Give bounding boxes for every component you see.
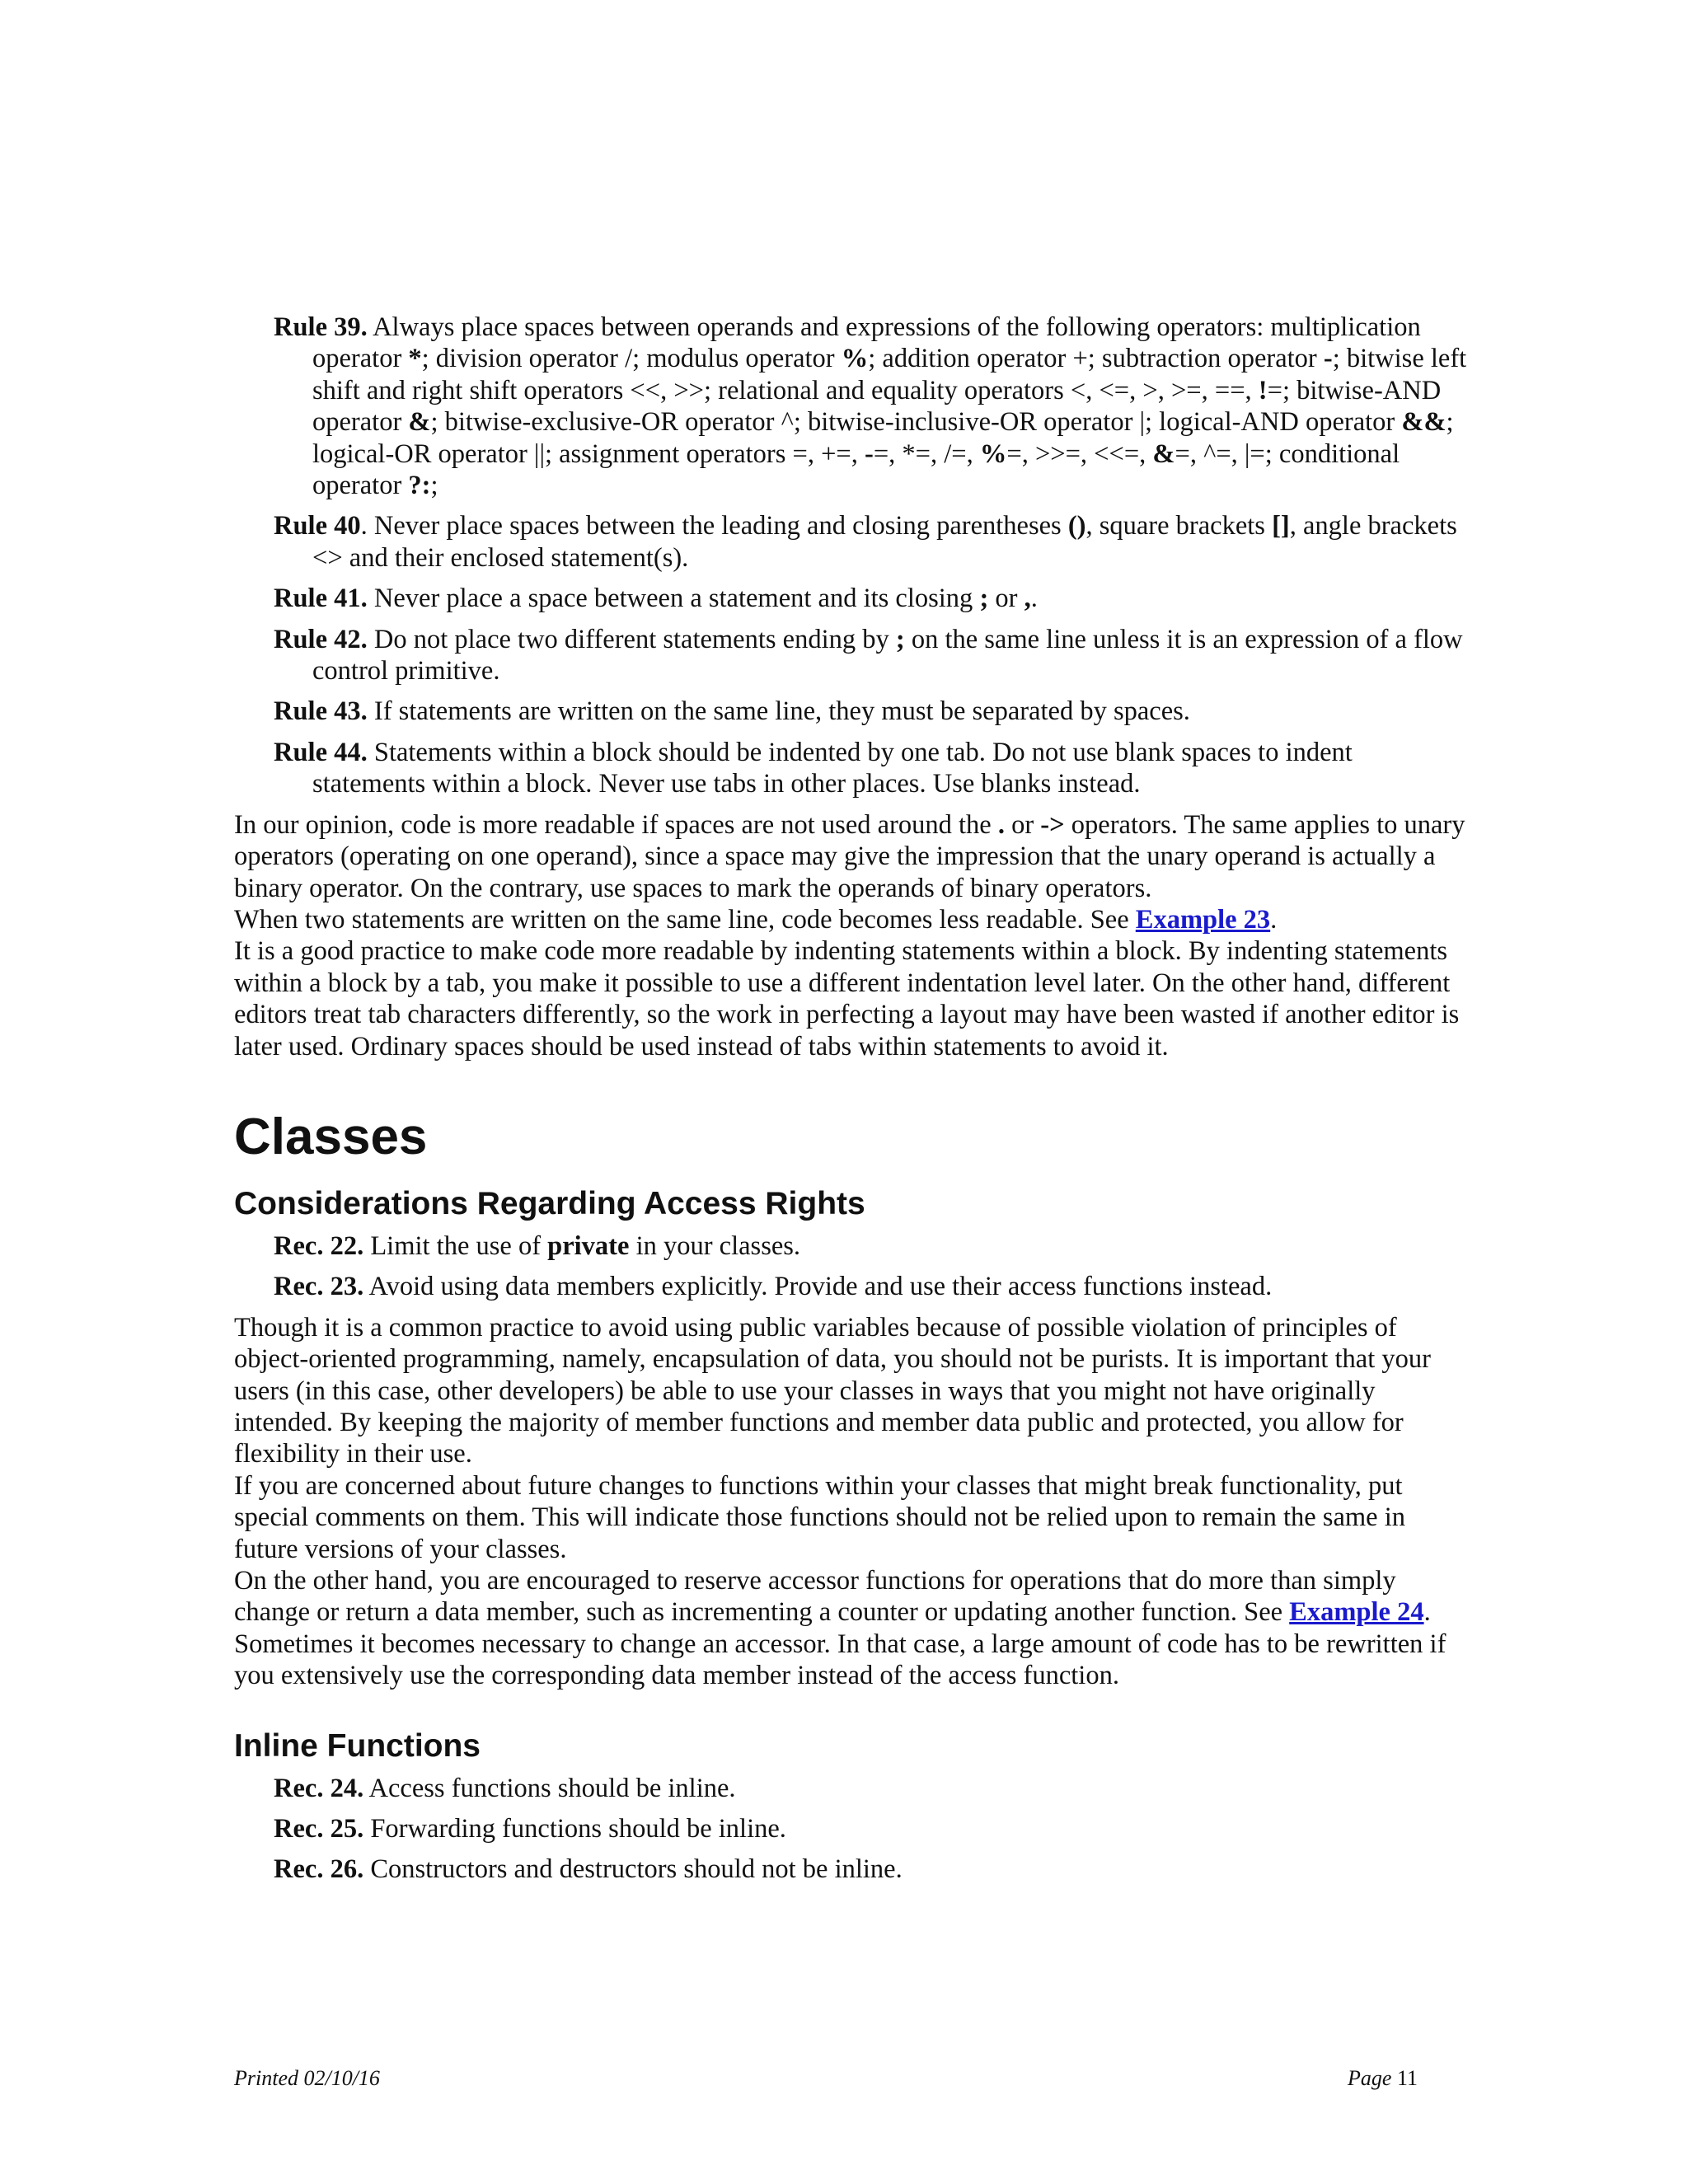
text-run: In our opinion, code is more readable if spaces are not used around the <box>234 809 998 840</box>
example-link[interactable]: Example 24 <box>1289 1597 1424 1628</box>
text-run: ; <box>430 471 438 501</box>
section-title: Classes <box>234 1108 428 1165</box>
bold-token: & <box>1152 438 1175 469</box>
body-paragraph <box>234 1565 1470 1629</box>
text-run: If you are concerned about future changes to functions within your classes that might break functionality, put special comments on them. This will indicate those functions should not be relied upon to remain the same in future versions of your classes. <box>234 1470 1405 1564</box>
inline-functions-recommendations <box>234 1773 1470 1886</box>
recommendation-item-number: Rec. 22. <box>274 1230 364 1261</box>
recommendation-item-number: Rec. 24. <box>274 1773 364 1803</box>
recommendation-item-number: Rec. 23. <box>274 1272 364 1302</box>
text-run: operators. The same applies to unary operators (operating on one operand), since a space may give the impression that the unary operand is actually a binary operator. On the contrary, use spaces to mark the operands of binary operators. <box>234 809 1465 903</box>
rule-item <box>234 624 1470 687</box>
bold-token: ; <box>895 624 905 654</box>
recommendation-item <box>234 1271 1470 1302</box>
access-rights-heading: Considerations Regarding Access Rights <box>234 1185 865 1221</box>
page-number-label <box>1348 2065 1418 2092</box>
bold-token: ; <box>979 583 989 614</box>
text-run: ; addition operator +; subtraction operator <box>868 344 1324 374</box>
text-run: , angle brackets <> and their enclosed statement(s). <box>312 511 1457 573</box>
page-number: 11 <box>1396 2066 1418 2090</box>
rule-item <box>234 696 1470 727</box>
bold-token: * <box>408 344 422 374</box>
text-run: ; division operator /; modulus operator <box>421 344 842 374</box>
text-run: =; bitwise-AND operator <box>312 375 1442 438</box>
text-run: or <box>1004 809 1041 840</box>
text-run: on the same line unless it is an expression of a flow control primitive. <box>312 624 1463 687</box>
recommendation-item <box>234 1854 1470 1885</box>
recommendation-item <box>234 1230 1470 1262</box>
text-run: ; bitwise-exclusive-OR operator ^; bitwise-inclusive-OR operator |; logical-AND operator <box>430 407 1402 438</box>
text-run: Limit the use of <box>363 1230 548 1261</box>
text-run: On the other hand, you are encouraged to reserve accessor functions for operations that do more than simply change or return a data member, such as incrementing a counter or updating another function. See <box>234 1566 1396 1628</box>
text-run: ; logical-OR operator ||; assignment operators =, +=, <box>312 407 1454 469</box>
access-rights-recommendations <box>234 1230 1470 1303</box>
access-rights-discussion <box>234 1312 1470 1692</box>
rule-item-number: Rule 39. <box>274 312 368 342</box>
recommendation-item <box>234 1773 1470 1804</box>
text-run: Do not place two different statements ending by <box>367 624 896 654</box>
rule-item-number: Rule 41. <box>274 583 368 614</box>
bold-token: ! <box>1258 375 1268 405</box>
recommendation-item-number: Rec. 25. <box>274 1814 364 1844</box>
body-paragraph <box>234 1312 1470 1470</box>
text-run: . <box>1423 1597 1431 1628</box>
bold-token: private <box>547 1230 630 1261</box>
body-paragraph <box>234 809 1470 904</box>
body-paragraph <box>234 935 1470 1062</box>
bold-token: , <box>1024 583 1031 614</box>
bold-token: - <box>1323 344 1333 374</box>
text-run: Constructors and destructors should not be inline. <box>363 1854 903 1885</box>
text-run: =, ^=, |=; conditional operator <box>312 438 1400 501</box>
text-run: Forwarding functions should be inline. <box>363 1814 786 1844</box>
text-run: =, >>=, <<=, <box>1006 438 1153 469</box>
bold-token: % <box>841 344 869 374</box>
text-run: =, *=, /=, <box>873 438 980 469</box>
page-content <box>234 312 1470 1895</box>
text-run: Sometimes it becomes necessary to change an accessor. In that case, a large amount of code has to be rewritten if you extensively use the corresponding data member instead of the access function. <box>234 1629 1447 1691</box>
text-run: It is a good practice to make code more readable by indenting statements within a block. By indenting statements within a block by a tab, you make it possible to use a different indentation level later. On the other hand, different editors treat tab characters differently, so the work in perfecting a layout may have been wasted if another editor is later used. Ordinary spaces should be used instead of tabs within statements to avoid it. <box>234 936 1460 1062</box>
bold-token: - <box>865 438 874 469</box>
text-run: . <box>1030 583 1038 614</box>
printed-date: Printed 02/10/16 <box>234 2066 380 2090</box>
rule-item-number: Rule 42. <box>274 624 368 654</box>
bold-token: && <box>1401 407 1447 438</box>
bold-token: . <box>997 809 1005 840</box>
text-run: Avoid using data members explicitly. Provide and use their access functions instead. <box>363 1272 1273 1302</box>
recommendation-item-number: Rec. 26. <box>274 1854 364 1885</box>
example-link[interactable]: Example 23 <box>1135 904 1271 935</box>
bold-token: & <box>408 407 431 438</box>
text-run: or <box>988 583 1025 614</box>
bold-token: () <box>1067 511 1086 541</box>
rule-item <box>234 510 1470 574</box>
text-run: , square brackets <box>1085 511 1273 541</box>
page-label: Page <box>1348 2066 1397 2090</box>
text-run: Never place a space between a statement and its closing <box>367 583 980 614</box>
rules-discussion <box>234 809 1470 1062</box>
bold-token: -> <box>1040 809 1065 840</box>
text-run: ; bitwise left shift and right shift operators <<, >>; relational and equality operators <, <=, >, >=, ==, <box>312 344 1467 405</box>
inline-functions-heading: Inline Functions <box>234 1727 481 1764</box>
rule-item-number: Rule 43. <box>274 696 368 727</box>
text-run: Statements within a block should be indented by one tab. Do not use blank spaces to indent statements within a block. Never use tabs in other places. Use blanks instead. <box>312 737 1353 799</box>
text-run: Access functions should be inline. <box>363 1773 736 1803</box>
text-run: Always place spaces between operands and expressions of the following operators: multiplication operator <box>312 312 1421 374</box>
text-run: Though it is a common practice to avoid using public variables because of possible violation of principles of object-oriented programming, namely, encapsulation of data, you should not be purists. It is important that your users (in this case, other developers) be able to use your classes in ways that you might not have originally intended. By keeping the majority of member functions and member data public and protected, you allow for flexibility in their use. <box>234 1312 1431 1469</box>
body-paragraph <box>234 1470 1470 1565</box>
text-run: If statements are written on the same line, they must be separated by spaces. <box>367 696 1190 727</box>
rules-list <box>234 312 1470 800</box>
bold-token: ?: <box>408 471 431 501</box>
text-run: in your classes. <box>629 1230 801 1261</box>
bold-token: % <box>979 438 1007 469</box>
text-run: When two statements are written on the same line, code becomes less readable. See <box>234 904 1136 935</box>
rule-item <box>234 583 1470 614</box>
text-run: . <box>1270 904 1278 935</box>
rule-item <box>234 312 1470 501</box>
rule-item-number: Rule 40 <box>274 511 361 541</box>
rule-item-number: Rule 44. <box>274 737 368 767</box>
rule-item <box>234 737 1470 800</box>
body-paragraph <box>234 1629 1470 1692</box>
body-paragraph <box>234 904 1470 935</box>
text-run: . Never place spaces between the leading and closing parentheses <box>360 511 1068 541</box>
bold-token: [] <box>1272 511 1290 541</box>
recommendation-item <box>234 1813 1470 1844</box>
